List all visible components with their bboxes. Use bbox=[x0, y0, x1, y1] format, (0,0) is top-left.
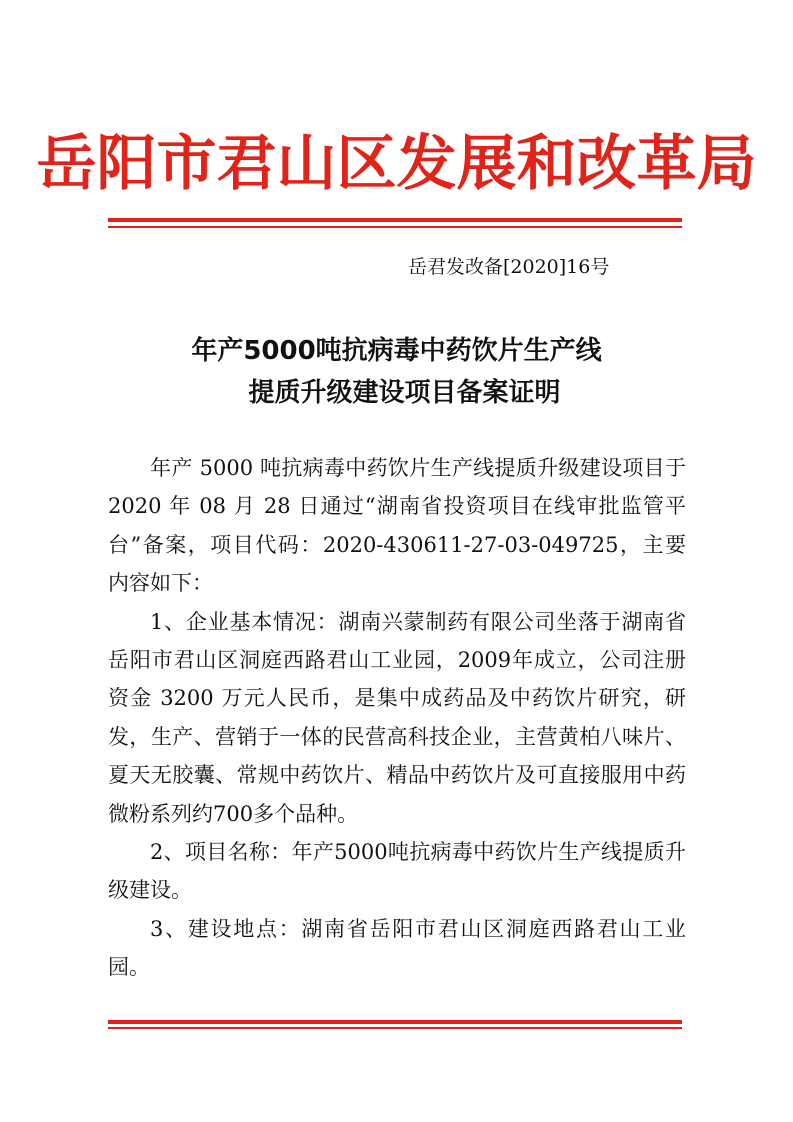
footer-red-rule-thick bbox=[108, 1020, 682, 1024]
header-red-rule-thin bbox=[108, 226, 682, 228]
document-title-line-2: 提质升级建设项目备案证明 bbox=[248, 378, 561, 408]
letterhead-org-name: 岳阳市君山区发展和改革局 bbox=[36, 129, 757, 199]
body-paragraph-location: 3、建设地点：湖南省岳阳市君山区洞庭西路君山工业园。 bbox=[108, 916, 686, 980]
body-paragraph-company-info: 1、企业基本情况：湖南兴蒙制药有限公司坐落于湖南省岳阳市君山区洞庭西路君山工业园，2009年成立，公司注册资金 3200 万元人民币，是集中成药品及中药饮片研究，研发，生产、营销于一体的民营高科技企业，主营黄柏八味片、夏天无胶囊、常规中药饮片、精品中药饮片及可直接服用中药微粉系列约700多个品种。 bbox=[108, 609, 686, 826]
document-number: 岳君发改备[2020]16号 bbox=[408, 256, 610, 278]
document-title-line-1: 年产5000吨抗病毒中药饮片生产线 bbox=[191, 336, 602, 366]
body-paragraph-intro: 年产 5000 吨抗病毒中药饮片生产线提质升级建设项目于 2020 年 08 月 28 日通过“湖南省投资项目在线审批监管平台”备案，项目代码：2020-430611-27-03-049725，主要内容如下： bbox=[108, 456, 686, 596]
document-body bbox=[108, 449, 686, 987]
footer-red-rule-thin bbox=[108, 1027, 682, 1029]
header-red-rule-thick bbox=[108, 218, 682, 222]
body-paragraph-project-name: 2、项目名称：年产5000吨抗病毒中药饮片生产线提质升级建设。 bbox=[108, 840, 686, 903]
